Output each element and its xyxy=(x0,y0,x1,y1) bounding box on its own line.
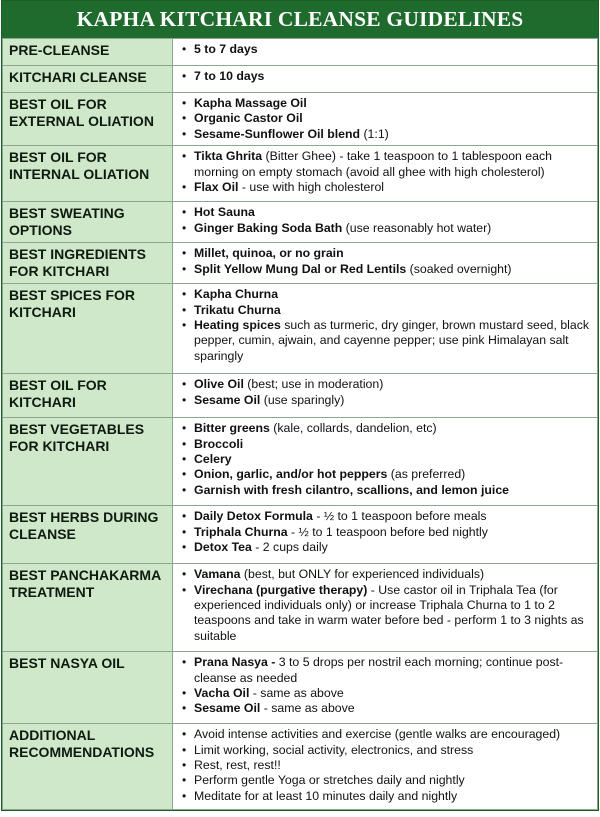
item-bold-text: Sesame-Sunflower Oil blend xyxy=(194,126,361,141)
item-bold-text: Daily Detox Formula xyxy=(194,509,313,524)
list-item xyxy=(194,567,591,582)
table-row xyxy=(3,418,598,506)
item-bold-text: Broccoli xyxy=(194,436,244,451)
item-text: - ½ to 1 teaspoon before bed nightly xyxy=(287,524,488,539)
item-bold-text: Kapha Massage Oil xyxy=(194,96,307,110)
row-label: BEST SPICES FOR KITCHARI xyxy=(3,284,173,374)
item-bold-text: Garnish with fresh cilantro, scallions, and lemon juice xyxy=(194,482,510,497)
table-row xyxy=(3,374,598,418)
row-content xyxy=(173,202,598,243)
list-item xyxy=(194,540,591,555)
item-bold-text: Organic Castor Oil xyxy=(194,111,303,126)
table-row xyxy=(3,564,598,652)
row-content xyxy=(173,93,598,146)
item-bold-text: Tikta Ghrita xyxy=(194,149,263,164)
table-row xyxy=(3,724,598,810)
list-item xyxy=(194,743,591,758)
row-content xyxy=(173,146,598,202)
bullet-list xyxy=(177,149,591,195)
row-label: BEST INGREDIENTS FOR KITCHARI xyxy=(3,243,173,284)
list-item xyxy=(194,525,591,540)
item-text: - use with high cholesterol xyxy=(238,180,385,195)
guidelines-table xyxy=(2,38,598,810)
bullet-list xyxy=(177,421,591,498)
row-content xyxy=(173,284,598,374)
item-bold-text: Celery xyxy=(194,452,232,467)
bullet-list xyxy=(177,727,591,804)
item-bold-text: Triphala Churna xyxy=(194,524,288,539)
row-content xyxy=(173,506,598,564)
row-content xyxy=(173,66,598,93)
list-item xyxy=(194,452,591,467)
bullet-list xyxy=(177,655,591,717)
item-bold-text: Virechana (purgative therapy) xyxy=(194,582,368,597)
list-item xyxy=(194,655,591,686)
table-row xyxy=(3,202,598,243)
item-text: Perform gentle Yoga or stretches daily and nightly xyxy=(194,773,465,788)
row-label: ADDITIONAL RECOMMENDATIONS xyxy=(3,724,173,810)
list-item xyxy=(194,686,591,701)
list-item xyxy=(194,377,591,392)
bullet-list xyxy=(177,377,591,408)
item-bold-text: Millet, quinoa, or no grain xyxy=(194,246,344,261)
row-label: PRE-CLEANSE xyxy=(3,39,173,66)
item-text: (soaked overnight) xyxy=(406,261,512,276)
item-text: 3 to 5 drops per nostril each morning; continue post-cleanse as needed xyxy=(194,655,564,685)
table-row xyxy=(3,146,598,202)
list-item xyxy=(194,467,591,482)
item-text: (kale, collards, dandelion, etc) xyxy=(269,421,437,436)
item-text: (use reasonably hot water) xyxy=(342,220,492,235)
row-content xyxy=(173,39,598,66)
item-text: (best, but ONLY for experienced individuals) xyxy=(240,567,485,582)
item-text: - same as above xyxy=(260,701,355,716)
bullet-list xyxy=(177,96,591,142)
page-title: KAPHA KITCHARI CLEANSE GUIDELINES xyxy=(2,1,598,38)
item-bold-text: Prana Nasya - xyxy=(194,655,276,670)
list-item xyxy=(194,127,591,142)
list-item xyxy=(194,583,591,645)
item-text: (use sparingly) xyxy=(260,392,345,407)
row-content xyxy=(173,243,598,284)
row-label: BEST SWEATING OPTIONS xyxy=(3,202,173,243)
bullet-list xyxy=(177,69,591,84)
bullet-list xyxy=(177,42,591,57)
item-bold-text: Kapha Churna xyxy=(194,287,279,302)
row-label: BEST OIL FOR EXTERNAL OLIATION xyxy=(3,93,173,146)
list-item xyxy=(194,149,591,180)
item-text: (1:1) xyxy=(360,126,389,141)
item-bold-text: Sesame Oil xyxy=(194,392,261,407)
list-item xyxy=(194,773,591,788)
guidelines-sheet xyxy=(1,0,599,811)
row-label: BEST NASYA OIL xyxy=(3,652,173,724)
bullet-list xyxy=(177,287,591,364)
row-content xyxy=(173,418,598,506)
item-text: such as turmeric, dry ginger, brown mustard seed, black pepper, cumin, ajwain, and cayenne pepper; use pink Himalayan salt sparingly xyxy=(194,318,590,363)
item-text: - 2 cups daily xyxy=(251,540,328,555)
table-row xyxy=(3,66,598,93)
item-bold-text: Vacha Oil xyxy=(194,686,250,701)
item-bold-text: Bitter greens xyxy=(194,421,270,436)
list-item xyxy=(194,42,591,57)
item-bold-text: Trikatu Churna xyxy=(194,302,281,317)
item-bold-text: Olive Oil xyxy=(194,377,244,392)
list-item xyxy=(194,96,591,111)
item-bold-text: 5 to 7 days xyxy=(194,42,258,56)
bullet-list xyxy=(177,509,591,555)
list-item xyxy=(194,69,591,84)
item-text: - Use castor oil in Triphala Tea (for experienced individuals only) or increase Triphala Churna to 1 to 2 teaspoons and take in warm water before bed - perform 1 to 3 nights as suitable xyxy=(194,582,584,643)
item-bold-text: Sesame Oil xyxy=(194,701,261,716)
list-item xyxy=(194,318,591,364)
item-text: Limit working, social activity, electronics, and stress xyxy=(194,742,474,757)
list-item xyxy=(194,437,591,452)
list-item xyxy=(194,303,591,318)
row-content xyxy=(173,374,598,418)
item-bold-text: 7 to 10 days xyxy=(194,69,265,83)
table-row xyxy=(3,284,598,374)
item-bold-text: Onion, garlic, and/or hot peppers xyxy=(194,467,388,482)
table-row xyxy=(3,652,598,724)
list-item xyxy=(194,393,591,408)
row-label: BEST OIL FOR KITCHARI xyxy=(3,374,173,418)
item-bold-text: Hot Sauna xyxy=(194,205,255,220)
item-bold-text: Heating spices xyxy=(194,318,281,333)
list-item xyxy=(194,701,591,716)
item-text: - same as above xyxy=(249,686,344,701)
list-item xyxy=(194,246,591,261)
row-label: BEST PANCHAKARMA TREATMENT xyxy=(3,564,173,652)
row-content xyxy=(173,724,598,810)
list-item xyxy=(194,262,591,277)
table-row xyxy=(3,243,598,284)
row-label: BEST OIL FOR INTERNAL OLIATION xyxy=(3,146,173,202)
item-text: Avoid intense activities and exercise (gentle walks are encouraged) xyxy=(194,727,561,742)
bullet-list xyxy=(177,205,591,236)
item-bold-text: Detox Tea xyxy=(194,540,252,555)
row-label: BEST HERBS DURING CLEANSE xyxy=(3,506,173,564)
row-label: BEST VEGETABLES FOR KITCHARI xyxy=(3,418,173,506)
item-bold-text: Flax Oil xyxy=(194,180,239,195)
table-row xyxy=(3,39,598,66)
list-item xyxy=(194,205,591,220)
item-text: (Bitter Ghee) - take 1 teaspoon to 1 tablespoon each morning on empty stomach (avoid all ghee with high cholesterol) xyxy=(194,149,552,179)
list-item xyxy=(194,758,591,773)
bullet-list xyxy=(177,567,591,644)
item-text: (best; use in moderation) xyxy=(243,377,384,392)
table-row xyxy=(3,93,598,146)
item-text: Rest, rest, rest!! xyxy=(194,758,281,773)
row-label: KITCHARI CLEANSE xyxy=(3,66,173,93)
item-text: (as preferred) xyxy=(387,467,466,482)
list-item xyxy=(194,180,591,195)
item-bold-text: Vamana xyxy=(194,567,241,582)
list-item xyxy=(194,221,591,236)
item-bold-text: Split Yellow Mung Dal or Red Lentils xyxy=(194,261,407,276)
item-text: Meditate for at least 10 minutes daily and nightly xyxy=(194,788,458,803)
list-item xyxy=(194,111,591,126)
item-text: - ½ to 1 teaspoon before meals xyxy=(312,509,487,524)
row-content xyxy=(173,652,598,724)
list-item xyxy=(194,789,591,804)
list-item xyxy=(194,509,591,524)
bullet-list xyxy=(177,246,591,277)
item-bold-text: Ginger Baking Soda Bath xyxy=(194,220,343,235)
list-item xyxy=(194,727,591,742)
row-content xyxy=(173,564,598,652)
list-item xyxy=(194,287,591,302)
list-item xyxy=(194,483,591,498)
table-row xyxy=(3,506,598,564)
list-item xyxy=(194,421,591,436)
